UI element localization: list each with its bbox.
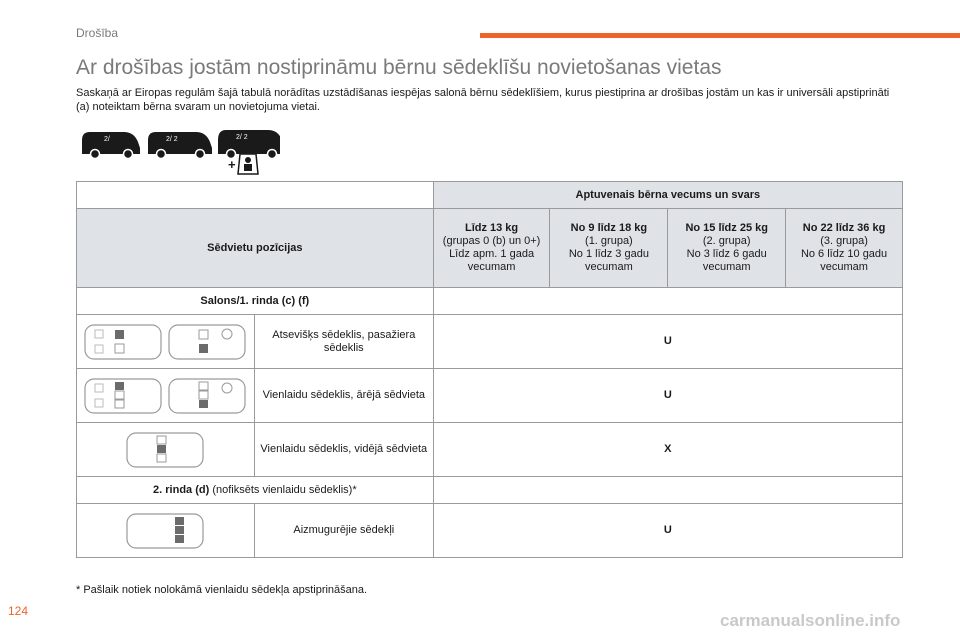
col-header-group-0: Līdz 13 kg (grupas 0 (b) un 0+) Līdz apm. 1 gada vecumam — [433, 209, 550, 288]
row-label: Vienlaidu sēdeklis, vidējā sēdvieta — [254, 423, 433, 477]
svg-text:2/ 2: 2/ 2 — [166, 136, 178, 143]
seat-diagram — [77, 423, 255, 477]
van-medium-icon — [148, 132, 212, 159]
car-topview-icon — [125, 512, 205, 550]
row-label: Aizmugurējie sēdekļi — [254, 504, 433, 558]
car-topview-icon — [125, 431, 205, 469]
table-row — [77, 369, 903, 423]
child-seat-icon — [228, 154, 258, 174]
age-weight-group-header: Aptuvenais bērna vecums un svars — [433, 182, 902, 209]
intro-paragraph: Saskaņā ar Eiropas regulām šajā tabulā norādītas uzstādīšanas iespējas salonā bērnu sēdeklīšiem, kurus piestiprina ar drošības jostām un kas ir universāli apstiprināti (a) noteiktam bērna svaram un novietojuma vietai. — [76, 87, 890, 113]
car-topview-icon — [167, 377, 247, 415]
col-header-group-1: No 9 līdz 18 kg (1. grupa) No 1 līdz 3 gadu vecumam — [550, 209, 668, 288]
section-label: Drošība — [76, 26, 119, 40]
row-label: Atsevišķs sēdeklis, pasažiera sēdeklis — [254, 315, 433, 369]
svg-text:2/ 2: 2/ 2 — [236, 134, 248, 141]
row-value: U — [433, 315, 902, 369]
vehicle-icons — [80, 126, 280, 176]
row-label: Vienlaidu sēdeklis, ārējā sēdvieta — [254, 369, 433, 423]
car-topview-icon — [83, 323, 163, 361]
seat-diagram — [77, 369, 255, 423]
footnote: * Pašlaik notiek nolokāmā vienlaidu sēdekļa apstiprināšana. — [76, 584, 368, 596]
svg-text:2/: 2/ — [104, 136, 110, 143]
car-topview-icon — [83, 377, 163, 415]
svg-text:+: + — [228, 157, 236, 172]
section-row-front: Salons/1. rinda (c) (f) — [77, 288, 434, 315]
page-title: Ar drošības jostām nostiprināmu bērnu sēdeklīšu novietošanas vietas — [76, 56, 722, 79]
section-row-second: 2. rinda (d) (nofiksēts vienlaidu sēdeklis)* — [77, 477, 434, 504]
car-topview-icon — [167, 323, 247, 361]
seat-diagram — [77, 315, 255, 369]
row-value: X — [433, 423, 902, 477]
table-row — [77, 315, 903, 369]
van-short-icon — [82, 132, 140, 159]
row-value: U — [433, 369, 902, 423]
seat-diagram — [77, 504, 255, 558]
page-number: 124 — [8, 604, 29, 618]
table-row — [77, 423, 903, 477]
watermark: carmanualsonline.info — [720, 611, 901, 630]
col-header-group-2: No 15 līdz 25 kg (2. grupa) No 3 līdz 6 gadu vecumam — [668, 209, 786, 288]
header-accent-bar — [480, 33, 960, 38]
seat-positions-header: Sēdvietu pozīcijas — [77, 209, 434, 288]
col-header-group-3: No 22 līdz 36 kg (3. grupa) No 6 līdz 10 gadu vecumam — [786, 209, 903, 288]
child-seat-table — [76, 181, 903, 558]
table-row — [77, 504, 903, 558]
row-value: U — [433, 504, 902, 558]
